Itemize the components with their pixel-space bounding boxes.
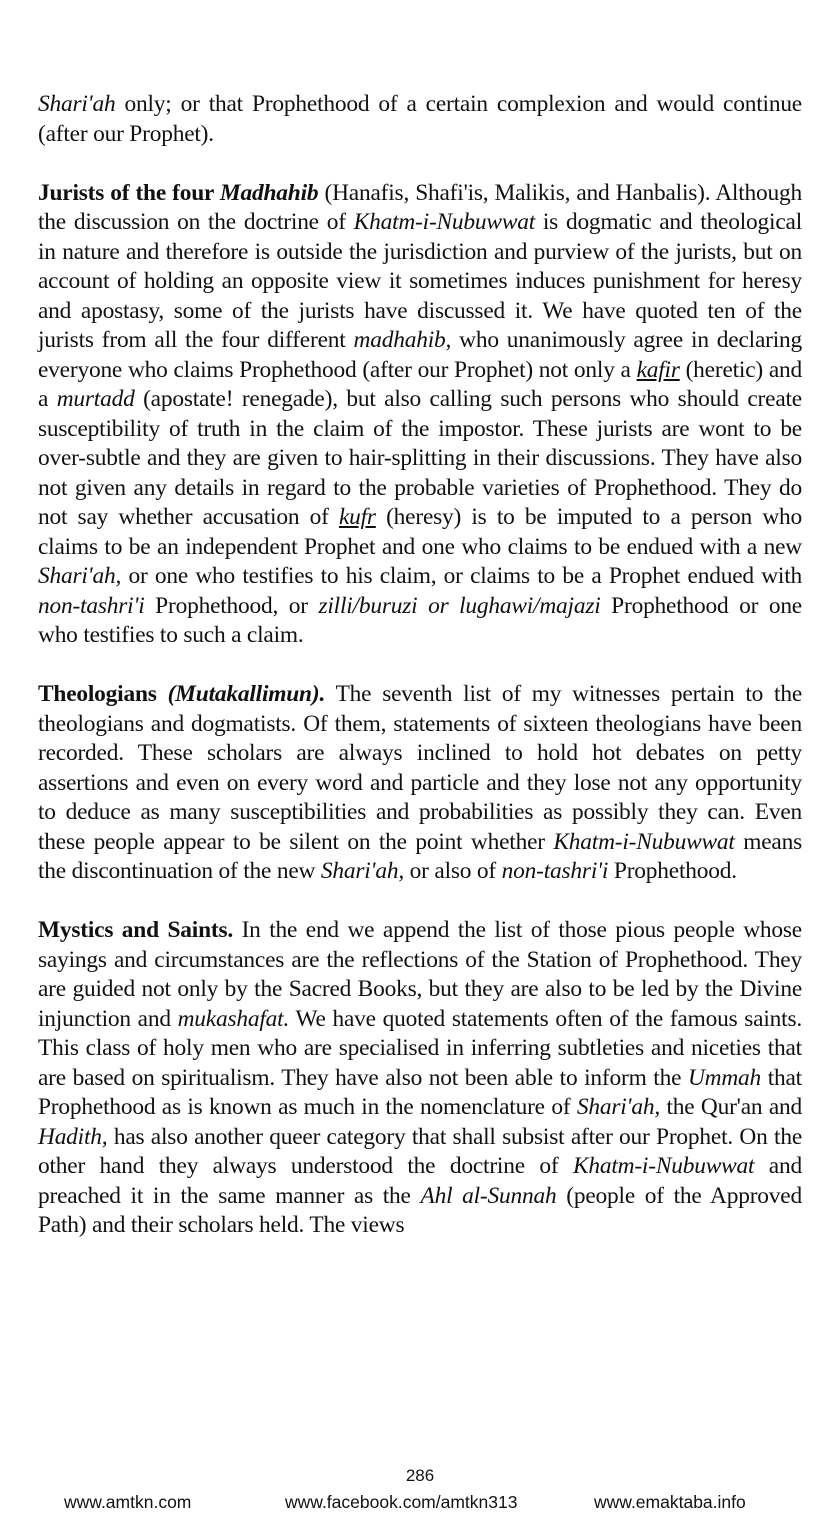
intro-paragraph bbox=[38, 90, 802, 149]
footer bbox=[0, 1492, 840, 1516]
paragraph-text: (apostate! renegade), but also calling such persons who should create susceptibility of truth in the claim of the impostor. These jurists are wont to be over-subtle and they are given to hair-splitting in their discussions. They have also not given any details in regard to the probable varieties of Prophethood. They do not say whether accusation of bbox=[38, 386, 802, 530]
paragraph-text: Prophethood, or bbox=[144, 592, 319, 619]
italic-term: Shari'ah bbox=[38, 91, 116, 117]
page-number: 286 bbox=[405, 1466, 435, 1485]
paragraph-text: We have quoted statements often of the famous saints. This class of holy men who are specialised in inferring subtleties and niceties that are based on spiritualism. They have also not been able to inform the bbox=[38, 1005, 803, 1091]
paragraph-text: In the end we append the list of those pious people whose sayings and circumstances are the reflections of the Station of Prophethood. They are guided not only by the Sacred Books, but they are also to be led by the Divine injunction and bbox=[38, 917, 802, 1032]
italic-term: Khatm-i-Nubuwwat bbox=[553, 828, 735, 855]
paragraph-text: and preached it in the same manner as the bbox=[38, 1153, 802, 1209]
paragraph-text: only; or that Prophethood of a certain complexion and would continue (after our Prophet). bbox=[38, 91, 802, 147]
theologians-heading: Theologians bbox=[38, 681, 168, 707]
italic-term: non-tashri'i bbox=[38, 592, 145, 619]
paragraph-text: that Prophethood as is known as much in the nomenclature of bbox=[38, 1064, 802, 1120]
paragraph-text: or also of bbox=[404, 858, 502, 884]
jurists-heading: Jurists of the four bbox=[38, 179, 220, 206]
italic-term: non-tashri'i bbox=[501, 858, 609, 884]
mystics-heading: Mystics and Saints. bbox=[38, 917, 234, 943]
jurists-heading-term: Madhahib bbox=[219, 179, 319, 206]
footer-link-facebook[interactable]: www.facebook.com/amtkn313 bbox=[285, 1492, 518, 1512]
italic-term: Hadith, bbox=[38, 1123, 108, 1150]
paragraph-text: is dogmatic and theological in nature and therefore is outside the jurisdiction and purview of the jurists, but on account of holding an opposite view it sometimes induces punishment for heresy and apostasy, some of the jurists have discussed it. We have quoted ten of the jurists from all the four different bbox=[38, 209, 802, 353]
italic-term: madhahib, bbox=[353, 327, 452, 353]
paragraph-text: Prophethood or one who testifies to such a claim. bbox=[38, 592, 802, 648]
italic-term: mukashafat. bbox=[177, 1005, 290, 1032]
italic-term: Khatm-i-Nubuwwat bbox=[572, 1153, 755, 1179]
italic-term: Shari'ah, bbox=[320, 858, 405, 884]
paragraph-text: means the discontinuation of the new bbox=[38, 828, 803, 884]
theologians-heading-term: (Mutakallimun). bbox=[167, 681, 326, 707]
paragraph-text: (Hanafis, Shafi'is, Malikis, and Hanbalis). Although the discussion on the doctrine of bbox=[38, 179, 802, 235]
page-body bbox=[38, 90, 802, 1241]
paragraph-text: (people of the Approved Path) and their scholars held. The views bbox=[38, 1182, 802, 1238]
italic-term: Ummah bbox=[687, 1064, 762, 1091]
paragraph-text: (heresy) is to be imputed to a person who claims to be an independent Prophet and one who claims to be endued with a new bbox=[38, 504, 802, 560]
italic-term: kafir bbox=[636, 356, 680, 383]
italic-term: Shari'ah, bbox=[38, 563, 122, 589]
theologians-paragraph bbox=[38, 680, 802, 887]
jurists-paragraph bbox=[38, 179, 802, 651]
paragraph-text: (heretic) and a bbox=[38, 356, 802, 412]
italic-term: Shari'ah, bbox=[576, 1094, 661, 1120]
paragraph-text: has also another queer category that shall subsist after our Prophet. On the other hand they always understood the doctrine of bbox=[38, 1123, 802, 1179]
paragraph-text: Prophethood. bbox=[608, 858, 737, 884]
italic-term: murtadd bbox=[56, 386, 135, 412]
italic-term: Khatm-i-Nubuwwat bbox=[353, 209, 536, 235]
italic-term: Ahl al-Sunnah bbox=[420, 1182, 557, 1209]
paragraph-text: or one who testifies to his claim, or claims to be a Prophet endued with bbox=[121, 563, 802, 589]
paragraph-text: the Qur'an and bbox=[660, 1094, 803, 1120]
footer-link-amtkn[interactable]: www.amtkn.com bbox=[64, 1492, 192, 1512]
italic-term: kufr bbox=[338, 504, 376, 530]
italic-term: zilli/buruzi or lughawi/majazi bbox=[318, 592, 601, 619]
footer-link-emaktaba[interactable]: www.emaktaba.info bbox=[594, 1492, 746, 1512]
paragraph-text: The seventh list of my witnesses pertain to the theologians and dogmatists. Of them, statements of sixteen theologians have been recorded. These scholars are always inclined to hold hot debates on petty assertions and even on every word and particle and they lose not any opportunity to deduce as many susceptibilities and probabilities as possibly they can. Even these people appear to be silent on the point whether bbox=[38, 681, 802, 855]
paragraph-text: who unanimously agree in declaring everyone who claims Prophethood (after our Prophet) not only a bbox=[38, 327, 803, 383]
mystics-paragraph bbox=[38, 916, 802, 1241]
